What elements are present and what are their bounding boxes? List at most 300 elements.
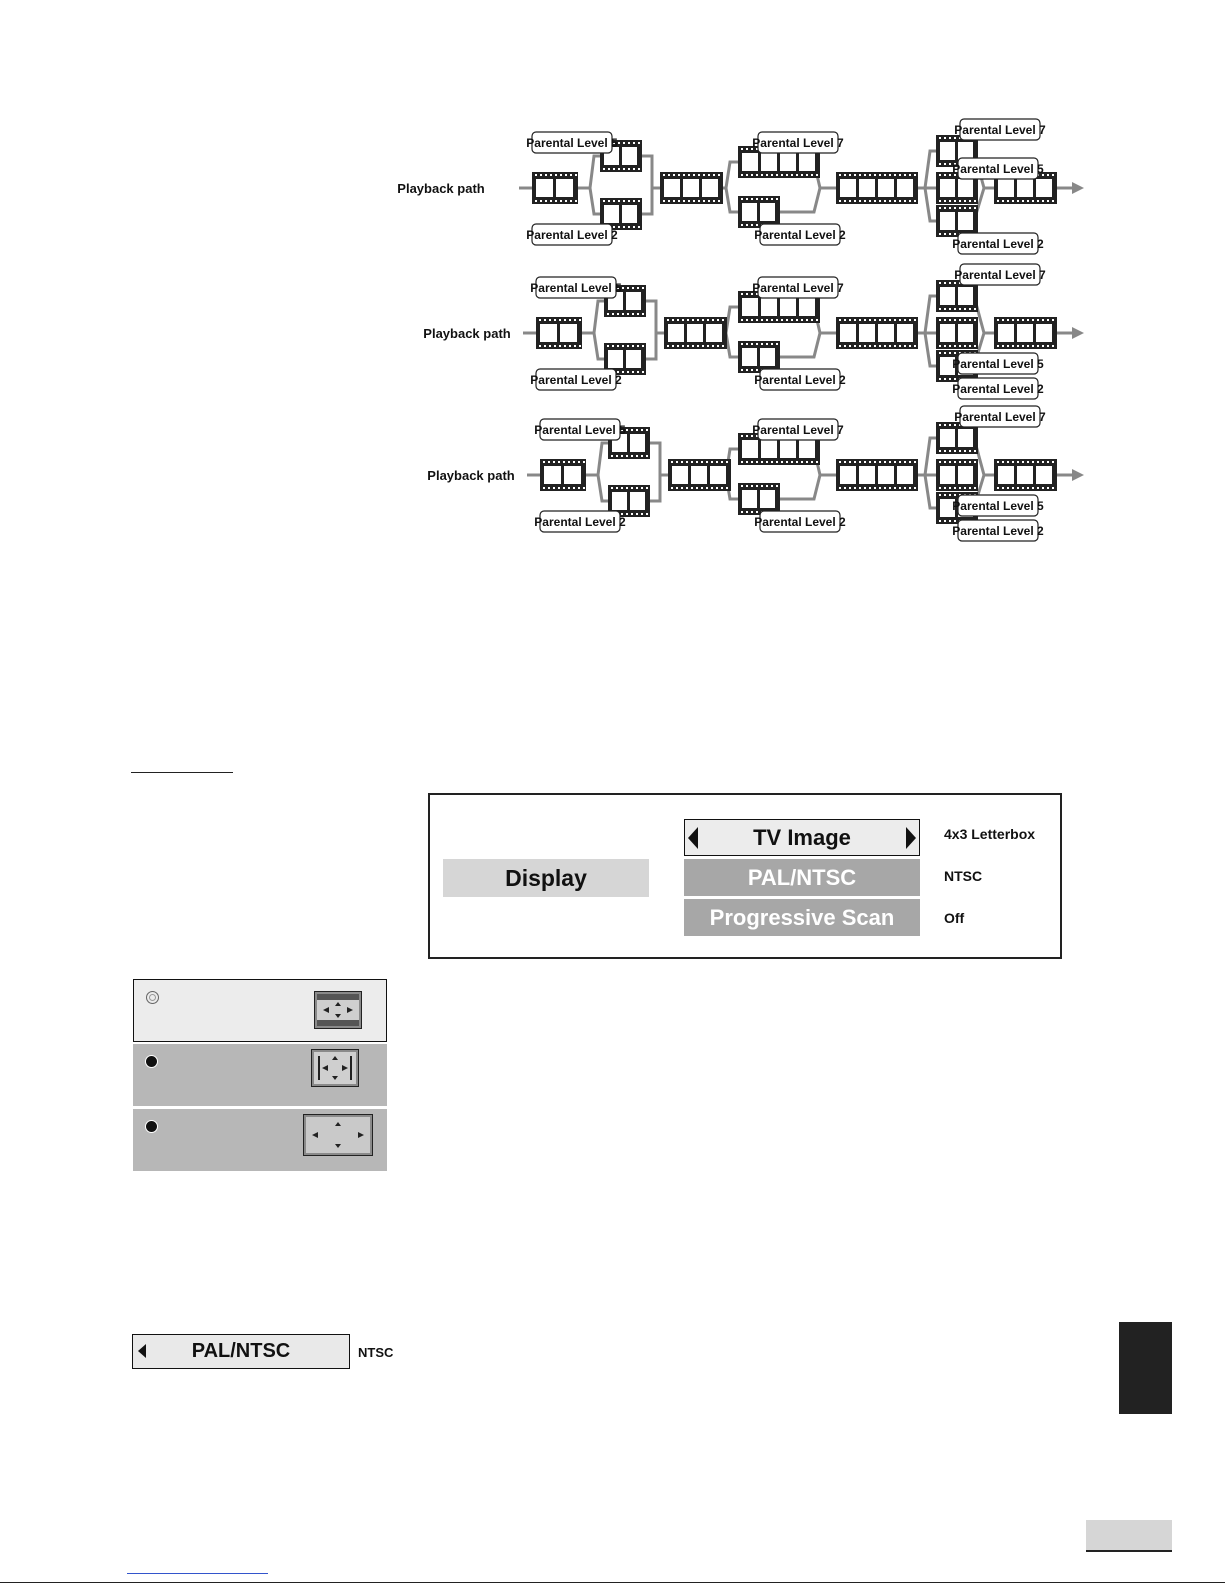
film-perforation — [909, 487, 911, 489]
film-perforation — [683, 200, 685, 202]
film-perforation — [954, 520, 956, 522]
film-perforation — [969, 319, 971, 321]
film-perforation — [964, 207, 966, 209]
parental-level-label: Parental Level 5 — [534, 423, 626, 437]
film-perforation — [707, 345, 709, 347]
parental-level-label: Parental Level 7 — [752, 136, 844, 150]
film-perforation — [613, 168, 615, 170]
film-perforation — [801, 461, 803, 463]
film-perforation — [954, 487, 956, 489]
film-perforation — [693, 174, 695, 176]
film-perforation — [849, 461, 851, 463]
film-perforation — [628, 200, 630, 202]
film-perforation — [944, 174, 946, 176]
film-perforation — [859, 319, 861, 321]
film-perforation — [914, 200, 916, 202]
film-perforation — [776, 485, 778, 487]
film-frame — [742, 203, 757, 221]
film-perforation — [563, 461, 565, 463]
film-perforation — [969, 200, 971, 202]
film-perforation — [844, 461, 846, 463]
film-perforation — [717, 345, 719, 347]
film-perforation — [677, 319, 679, 321]
pal-ntsc-option[interactable] — [684, 859, 920, 896]
film-perforation — [692, 345, 694, 347]
film-perforation — [884, 487, 886, 489]
film-frame — [1017, 324, 1033, 342]
film-perforation — [751, 174, 753, 176]
film-perforation — [618, 142, 620, 144]
merge-line — [646, 301, 664, 333]
film-perforation — [627, 313, 629, 315]
film-perforation — [741, 511, 743, 513]
film-perforation — [969, 461, 971, 463]
film-perforation — [879, 487, 881, 489]
film-perforation — [544, 319, 546, 321]
display-category-button[interactable] — [443, 859, 649, 897]
film-perforation — [939, 233, 941, 235]
film-perforation — [844, 319, 846, 321]
film-perforation — [969, 345, 971, 347]
film-perforation — [899, 461, 901, 463]
film-perforation — [716, 461, 718, 463]
film-frame — [878, 324, 894, 342]
film-perforation — [633, 226, 635, 228]
branch-line — [578, 156, 600, 188]
film-perforation — [741, 174, 743, 176]
film-perforation — [939, 487, 941, 489]
film-perforation — [746, 435, 748, 437]
film-perforation — [751, 461, 753, 463]
film-perforation — [553, 487, 555, 489]
film-perforation — [746, 343, 748, 345]
film-perforation — [683, 174, 685, 176]
film-perforation — [550, 200, 552, 202]
film-perforation — [1042, 200, 1044, 202]
film-perforation — [811, 461, 813, 463]
film-frame — [958, 179, 973, 197]
film-perforation — [681, 487, 683, 489]
film-perforation — [1002, 461, 1004, 463]
film-perforation — [667, 319, 669, 321]
film-perforation — [781, 319, 783, 321]
film-perforation — [949, 494, 951, 496]
film-perforation — [944, 487, 946, 489]
film-frame — [683, 179, 699, 197]
film-perforation — [608, 200, 610, 202]
film-perforation — [874, 487, 876, 489]
film-perforation — [914, 345, 916, 347]
aspect-option-widescreen[interactable] — [133, 1109, 387, 1171]
film-perforation — [816, 319, 818, 321]
film-perforation — [859, 345, 861, 347]
film-perforation — [726, 487, 728, 489]
aspect-option-letterbox[interactable] — [133, 979, 387, 1042]
film-perforation — [638, 226, 640, 228]
film-perforation — [1002, 200, 1004, 202]
film-perforation — [741, 293, 743, 295]
branch-line — [582, 333, 604, 359]
film-perforation — [1027, 487, 1029, 489]
film-frame — [1017, 179, 1033, 197]
film-perforation — [687, 319, 689, 321]
film-perforation — [1052, 461, 1054, 463]
film-perforation — [540, 200, 542, 202]
film-perforation — [854, 461, 856, 463]
film-perforation — [959, 461, 961, 463]
film-frame — [940, 212, 955, 230]
playback-path-label: Playback path — [423, 326, 511, 341]
film-perforation — [954, 207, 956, 209]
film-perforation — [741, 148, 743, 150]
film-perforation — [1042, 461, 1044, 463]
film-frame — [760, 490, 775, 508]
film-frame — [630, 492, 645, 510]
film-perforation — [746, 293, 748, 295]
film-frame — [840, 466, 856, 484]
film-perforation — [869, 200, 871, 202]
film-perforation — [637, 313, 639, 315]
film-perforation — [791, 174, 793, 176]
film-perforation — [642, 345, 644, 347]
film-perforation — [575, 174, 577, 176]
film-perforation — [751, 485, 753, 487]
film-perforation — [811, 319, 813, 321]
film-perforation — [1037, 200, 1039, 202]
film-perforation — [974, 319, 976, 321]
film-perforation — [954, 137, 956, 139]
film-perforation — [678, 174, 680, 176]
film-perforation — [766, 198, 768, 200]
branch-line — [925, 296, 936, 333]
film-perforation — [874, 345, 876, 347]
film-perforation — [1022, 200, 1024, 202]
film-frame — [742, 298, 758, 316]
film-perforation — [608, 168, 610, 170]
film-perforation — [721, 461, 723, 463]
film-perforation — [741, 369, 743, 371]
film-perforation — [801, 174, 803, 176]
film-perforation — [698, 174, 700, 176]
film-perforation — [673, 200, 675, 202]
film-perforation — [997, 319, 999, 321]
film-perforation — [909, 461, 911, 463]
film-perforation — [671, 461, 673, 463]
film-perforation — [786, 319, 788, 321]
film-perforation — [711, 487, 713, 489]
film-perforation — [746, 148, 748, 150]
film-perforation — [1007, 487, 1009, 489]
film-perforation — [716, 487, 718, 489]
film-perforation — [574, 345, 576, 347]
film-perforation — [944, 319, 946, 321]
film-frame — [940, 324, 955, 342]
film-perforation — [632, 371, 634, 373]
radio-button[interactable] — [145, 1055, 158, 1068]
film-perforation — [854, 200, 856, 202]
film-perforation — [874, 319, 876, 321]
film-perforation — [949, 378, 951, 380]
film-perforation — [974, 461, 976, 463]
film-perforation — [746, 174, 748, 176]
film-perforation — [1042, 319, 1044, 321]
branch-line — [586, 443, 608, 475]
footer-rule — [0, 1582, 1225, 1583]
film-perforation — [869, 487, 871, 489]
film-perforation — [692, 319, 694, 321]
film-perforation — [959, 450, 961, 452]
film-perforation — [712, 345, 714, 347]
film-perforation — [628, 142, 630, 144]
film-perforation — [776, 461, 778, 463]
branch-line — [582, 301, 604, 333]
pal-ntsc-selector-value: NTSC — [358, 1345, 394, 1360]
parental-level-label: Parental Level 2 — [534, 515, 626, 529]
film-perforation — [621, 455, 623, 457]
film-perforation — [1012, 487, 1014, 489]
film-perforation — [628, 226, 630, 228]
film-perforation — [1052, 200, 1054, 202]
progressive-scan-option[interactable] — [684, 899, 920, 936]
film-perforation — [575, 200, 577, 202]
film-perforation — [884, 174, 886, 176]
film-perforation — [1032, 319, 1034, 321]
film-perforation — [954, 424, 956, 426]
film-perforation — [746, 224, 748, 226]
film-frame — [940, 142, 955, 160]
film-perforation — [761, 343, 763, 345]
film-frame — [958, 466, 973, 484]
film-perforation — [949, 461, 951, 463]
parental-level-label: Parental Level 7 — [752, 423, 844, 437]
film-perforation — [939, 378, 941, 380]
film-frame — [706, 324, 722, 342]
film-perforation — [959, 308, 961, 310]
film-perforation — [894, 461, 896, 463]
film-perforation — [579, 319, 581, 321]
film-perforation — [904, 174, 906, 176]
film-perforation — [949, 282, 951, 284]
film-perforation — [698, 200, 700, 202]
film-perforation — [565, 174, 567, 176]
film-perforation — [691, 461, 693, 463]
film-frame — [664, 179, 680, 197]
film-perforation — [697, 345, 699, 347]
film-perforation — [607, 313, 609, 315]
film-perforation — [1027, 200, 1029, 202]
film-perforation — [949, 137, 951, 139]
film-perforation — [969, 308, 971, 310]
film-perforation — [642, 313, 644, 315]
film-perforation — [696, 487, 698, 489]
film-frame — [540, 324, 557, 342]
film-perforation — [688, 174, 690, 176]
widescreen-tv-icon — [303, 1114, 373, 1156]
playback-path-label: Playback path — [427, 468, 515, 483]
film-perforation — [612, 345, 614, 347]
film-frame — [710, 466, 726, 484]
film-perforation — [771, 174, 773, 176]
film-perforation — [751, 343, 753, 345]
film-perforation — [756, 198, 758, 200]
film-perforation — [696, 461, 698, 463]
film-perforation — [844, 487, 846, 489]
film-perforation — [1032, 345, 1034, 347]
film-perforation — [579, 345, 581, 347]
film-perforation — [894, 319, 896, 321]
film-perforation — [859, 487, 861, 489]
film-frame — [564, 466, 581, 484]
radio-button-selected[interactable] — [146, 991, 159, 1004]
film-perforation — [849, 345, 851, 347]
film-perforation — [944, 461, 946, 463]
film-perforation — [844, 200, 846, 202]
pal-ntsc-selector[interactable] — [132, 1334, 350, 1369]
film-perforation — [766, 174, 768, 176]
film-perforation — [969, 487, 971, 489]
film-frame — [958, 287, 973, 305]
parental-level-label: Parental Level 2 — [952, 237, 1044, 251]
film-perforation — [756, 174, 758, 176]
film-perforation — [632, 345, 634, 347]
film-perforation — [553, 461, 555, 463]
film-perforation — [641, 487, 643, 489]
film-perforation — [949, 163, 951, 165]
film-perforation — [879, 200, 881, 202]
arrow-left-icon[interactable] — [688, 827, 698, 849]
film-frame — [958, 324, 973, 342]
parental-level-label: Parental Level 2 — [526, 228, 618, 242]
film-perforation — [746, 461, 748, 463]
film-perforation — [667, 345, 669, 347]
film-frame — [840, 324, 856, 342]
film-perforation — [741, 224, 743, 226]
film-perforation — [879, 174, 881, 176]
film-perforation — [756, 511, 758, 513]
film-frame — [940, 466, 955, 484]
film-perforation — [718, 174, 720, 176]
film-perforation — [642, 287, 644, 289]
film-perforation — [939, 308, 941, 310]
film-perforation — [874, 174, 876, 176]
film-perforation — [545, 200, 547, 202]
film-frame — [859, 466, 875, 484]
film-perforation — [766, 461, 768, 463]
film-perforation — [974, 200, 976, 202]
film-perforation — [702, 345, 704, 347]
pal-ntsc-label: PAL/NTSC — [747, 864, 857, 890]
letterbox-tv-icon — [314, 991, 362, 1029]
film-perforation — [633, 168, 635, 170]
film-frame — [897, 466, 913, 484]
film-perforation — [869, 174, 871, 176]
film-perforation — [939, 207, 941, 209]
branch-line — [586, 475, 608, 501]
film-perforation — [554, 345, 556, 347]
film-frame — [799, 440, 815, 458]
radio-button[interactable] — [145, 1120, 158, 1133]
film-perforation — [746, 511, 748, 513]
film-perforation — [884, 319, 886, 321]
film-perforation — [864, 200, 866, 202]
film-perforation — [646, 429, 648, 431]
film-perforation — [717, 319, 719, 321]
film-perforation — [746, 198, 748, 200]
film-perforation — [543, 487, 545, 489]
film-perforation — [539, 319, 541, 321]
film-perforation — [1047, 200, 1049, 202]
aspect-option-pan-scan[interactable] — [133, 1044, 387, 1106]
film-perforation — [611, 487, 613, 489]
film-perforation — [959, 319, 961, 321]
film-perforation — [549, 345, 551, 347]
film-perforation — [964, 200, 966, 202]
film-perforation — [708, 200, 710, 202]
film-perforation — [761, 461, 763, 463]
film-perforation — [646, 513, 648, 515]
film-perforation — [879, 461, 881, 463]
film-frame — [1036, 179, 1052, 197]
merge-line — [642, 156, 660, 188]
arrow-right-icon[interactable] — [906, 827, 916, 849]
film-perforation — [633, 200, 635, 202]
film-perforation — [969, 207, 971, 209]
film-perforation — [964, 487, 966, 489]
film-perforation — [746, 369, 748, 371]
film-perforation — [1017, 319, 1019, 321]
film-perforation — [849, 174, 851, 176]
film-perforation — [1037, 461, 1039, 463]
film-perforation — [1027, 345, 1029, 347]
film-perforation — [1002, 319, 1004, 321]
film-perforation — [839, 461, 841, 463]
film-perforation — [603, 168, 605, 170]
film-frame — [799, 153, 815, 171]
film-perforation — [708, 174, 710, 176]
film-perforation — [771, 319, 773, 321]
film-perforation — [558, 461, 560, 463]
arrow-left-icon[interactable] — [138, 1344, 146, 1358]
film-perforation — [617, 313, 619, 315]
film-perforation — [964, 345, 966, 347]
film-frame — [626, 292, 641, 310]
film-perforation — [701, 487, 703, 489]
film-perforation — [964, 308, 966, 310]
film-perforation — [646, 455, 648, 457]
film-perforation — [854, 319, 856, 321]
film-frame — [687, 324, 703, 342]
film-perforation — [839, 174, 841, 176]
film-perforation — [909, 345, 911, 347]
branch-line — [925, 438, 936, 475]
film-perforation — [616, 455, 618, 457]
film-perforation — [974, 345, 976, 347]
film-perforation — [632, 287, 634, 289]
tv-image-option[interactable] — [684, 819, 920, 856]
film-perforation — [549, 319, 551, 321]
film-perforation — [964, 461, 966, 463]
film-perforation — [535, 200, 537, 202]
film-perforation — [703, 174, 705, 176]
film-frame — [958, 142, 973, 160]
film-frame — [742, 153, 758, 171]
film-perforation — [776, 319, 778, 321]
film-perforation — [706, 487, 708, 489]
film-perforation — [741, 319, 743, 321]
pal-ntsc-selector-label: PAL/NTSC — [191, 1340, 291, 1362]
film-perforation — [766, 343, 768, 345]
film-perforation — [1047, 461, 1049, 463]
